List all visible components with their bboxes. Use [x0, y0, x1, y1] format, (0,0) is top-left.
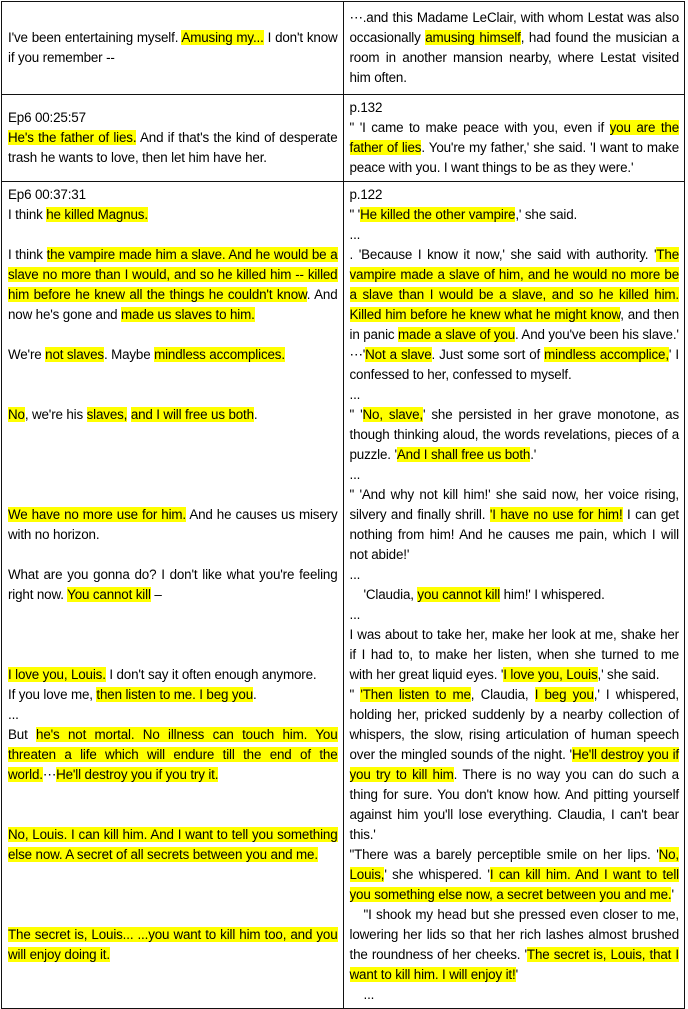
highlighted-text: you cannot kill	[417, 587, 501, 602]
highlighted-text: We have no more use for him.	[8, 507, 186, 522]
paragraph	[350, 465, 680, 485]
plain-text: " 'I came to make peace with you, even if	[349, 120, 610, 135]
highlighted-text: He's the father of lies.	[8, 130, 137, 145]
plain-text: . There is no way you can do such a thing for sure. You don't know how. And pitting yourself against him you'll lose everything. Claudia, I can't bear this.'	[349, 767, 679, 842]
highlighted-text: He'll destroy you if you try it.	[56, 767, 219, 782]
transcript-cell	[2, 95, 344, 182]
paragraph	[8, 345, 338, 365]
paragraph	[350, 185, 680, 205]
paragraph	[8, 505, 338, 545]
highlighted-text: Killed him before he knew what he might know	[349, 307, 621, 322]
paragraph	[8, 725, 338, 785]
highlighted-text: No, Louis,	[349, 847, 679, 882]
plain-text: ,' she said.	[515, 207, 578, 222]
highlighted-text: No	[8, 407, 25, 422]
paragraph	[8, 28, 338, 68]
book-text-cell	[343, 95, 685, 182]
plain-text: , and then in panic	[349, 307, 679, 342]
highlighted-text: mindless accomplice,	[544, 347, 669, 362]
paragraph	[350, 8, 680, 88]
highlighted-text: mindless accomplices.	[154, 347, 285, 362]
table-row	[2, 95, 685, 182]
paragraph	[8, 825, 338, 865]
plain-text: I think	[8, 207, 47, 222]
blank-line	[8, 605, 338, 625]
highlighted-text: made us slaves to him.	[121, 307, 255, 322]
blank-line	[8, 385, 338, 405]
paragraph	[8, 185, 338, 205]
highlighted-text: not slaves	[45, 347, 104, 362]
plain-text: If you love me,	[8, 687, 97, 702]
plain-text: him!' I whispered.	[500, 587, 605, 602]
paragraph	[350, 625, 680, 685]
paragraph	[350, 345, 680, 385]
plain-text: ,' she said.	[597, 667, 660, 682]
blank-line	[8, 425, 338, 445]
plain-text: '	[671, 887, 674, 902]
plain-text: I've been entertaining myself.	[8, 30, 182, 45]
blank-line	[8, 885, 338, 905]
plain-text: ...	[363, 987, 375, 1002]
plain-text: .	[253, 407, 258, 422]
highlighted-text: he killed Magnus.	[46, 207, 148, 222]
blank-line	[8, 645, 338, 665]
plain-text: . And now he's gone and	[8, 287, 338, 322]
paragraph	[8, 405, 338, 425]
blank-line	[8, 625, 338, 645]
highlighted-text: You cannot kill	[67, 587, 151, 602]
book-text-cell	[343, 182, 685, 1009]
transcript-cell	[2, 2, 344, 95]
plain-text: , had found the musician a room in another mansion nearby, where Lestat visited him often.	[349, 30, 679, 85]
plain-text: ...	[349, 467, 361, 482]
paragraph	[350, 985, 680, 1005]
paragraph	[350, 485, 680, 565]
paragraph	[350, 205, 680, 225]
highlighted-text: 'Then listen to me	[360, 687, 471, 702]
plain-text: 'Claudia,	[363, 587, 418, 602]
plain-text: .	[253, 687, 257, 702]
plain-text: Ep6 00:37:31	[8, 187, 86, 202]
paragraph	[8, 685, 338, 705]
comparison-table-body	[2, 2, 685, 1009]
plain-text: ...	[349, 227, 361, 242]
plain-text: .'	[530, 447, 537, 462]
plain-text: , Claudia,	[470, 687, 535, 702]
highlighted-text: He killed the other vampire	[360, 207, 516, 222]
highlighted-text: No, slave,	[362, 407, 423, 422]
plain-text: ...	[349, 387, 361, 402]
paragraph	[8, 705, 338, 725]
plain-text: ' she persisted in her grave monotone, as though thinking aloud, the words revelations, pieces of a puzzle. '	[349, 407, 679, 462]
plain-text: I was about to take her, make her look at me, shake her if I had to, to make her listen, when she turned to me with her great liquid eyes. '	[349, 627, 679, 682]
highlighted-text: made a slave of you	[398, 327, 516, 342]
blank-line	[8, 445, 338, 465]
paragraph	[350, 605, 680, 625]
plain-text: I don't know if you remember --	[8, 30, 338, 65]
book-text-cell	[343, 2, 685, 95]
highlighted-text: amusing himself	[425, 30, 521, 45]
paragraph	[8, 565, 338, 605]
paragraph	[350, 98, 680, 118]
paragraph	[350, 905, 680, 985]
paragraph	[8, 665, 338, 685]
blank-line	[8, 365, 338, 385]
plain-text: But	[8, 727, 37, 742]
plain-text: ' I confessed to her, confessed to myself.	[349, 347, 679, 382]
highlighted-text: No, Louis. I can kill him. And I want to tell you something else now. A secret of all secrets between you and me.	[8, 827, 338, 862]
plain-text: And if that's the kind of desperate trash he wants to love, then let him have her.	[8, 130, 338, 165]
document-page	[1, 1, 685, 1002]
plain-text: , we're his	[24, 407, 87, 422]
plain-text: ...	[8, 707, 19, 722]
paragraph	[350, 225, 680, 245]
comparison-table	[1, 1, 685, 1009]
plain-text: . 'Because I know it now,' she said with authority. '	[349, 247, 657, 262]
highlighted-text: the vampire made him a slave. And he would be a slave no more than I would, and so he killed him -- killed him before he knew all the things he couldn't know	[8, 247, 338, 302]
plain-text: '	[515, 967, 518, 982]
plain-text: ⋯	[42, 767, 57, 782]
plain-text: " 'And why not kill him!' she said now, her voice rising, silvery and finally shrill.	[349, 487, 679, 522]
plain-text: And he causes us misery with no horizon.	[8, 507, 338, 542]
highlighted-text: then listen to me. I beg you	[96, 687, 253, 702]
plain-text: ...	[349, 567, 361, 582]
blank-line	[8, 905, 338, 925]
paragraph	[350, 118, 680, 178]
highlighted-text: Not a slave	[365, 347, 432, 362]
paragraph	[8, 108, 338, 128]
plain-text: ⋯'	[349, 347, 366, 362]
plain-text: I don't say it often enough anymore.	[105, 667, 317, 682]
paragraph	[350, 685, 680, 845]
paragraph	[350, 565, 680, 585]
highlighted-text: slaves,	[86, 407, 128, 422]
plain-text: –	[150, 587, 162, 602]
plain-text: "I shook my head but she pressed even closer to me, lowering her lids so that her rich lashes almost brushed the roundness of her cheeks. '	[349, 907, 679, 962]
plain-text: p.132	[349, 100, 383, 115]
plain-text: . Just some sort of	[431, 347, 545, 362]
plain-text: . Maybe	[103, 347, 155, 362]
blank-line	[8, 805, 338, 825]
blank-line	[8, 325, 338, 345]
plain-text: I think	[8, 247, 47, 262]
blank-line	[8, 545, 338, 565]
paragraph	[350, 385, 680, 405]
paragraph	[8, 128, 338, 168]
paragraph	[350, 845, 680, 905]
highlighted-text: The vampire made a slave of him, and he would no more be a slave than I would be a slave, and so he killed him.	[349, 247, 679, 302]
highlighted-text: you are the father of lies	[349, 120, 679, 155]
plain-text: What are you gonna do? I don't like what you're feeling right now.	[8, 567, 338, 602]
highlighted-text: And I shall free us both	[396, 447, 531, 462]
plain-text: p.122	[349, 187, 383, 202]
highlighted-text: He'll destroy you if you try to kill him	[349, 747, 679, 782]
highlighted-text: I love you, Louis.	[8, 667, 106, 682]
paragraph	[8, 205, 338, 225]
blank-line	[8, 785, 338, 805]
table-row	[2, 2, 685, 95]
plain-text: Ep6 00:25:57	[8, 110, 86, 125]
highlighted-text: he's not mortal. No illness can touch him. You threaten a life which will endure till the end of the world.	[8, 727, 338, 782]
plain-text: " '	[349, 407, 363, 422]
blank-line	[8, 865, 338, 885]
plain-text: ,' I whispered, holding her, pricked suddenly by a nearby collection of whispers, the slow, rising articulation of human speech over the mingled sounds of the night. '	[349, 687, 679, 762]
paragraph	[8, 245, 338, 325]
blank-line	[8, 465, 338, 485]
paragraph	[8, 925, 338, 965]
paragraph	[350, 405, 680, 465]
paragraph	[350, 585, 680, 605]
plain-text: ' she whispered. '	[384, 867, 490, 882]
plain-text: ...	[349, 607, 361, 622]
plain-text: "	[349, 687, 361, 702]
plain-text: We're	[8, 347, 46, 362]
paragraph	[350, 245, 680, 345]
plain-text: . And you've been his slave.'	[515, 327, 679, 342]
blank-line	[8, 225, 338, 245]
highlighted-text: and I will free us both	[130, 407, 254, 422]
highlighted-text: Amusing my...	[181, 30, 264, 45]
highlighted-text: I beg you	[534, 687, 594, 702]
plain-text: I can get nothing from him! And he causes me pain, which I will not abide!'	[349, 507, 679, 562]
highlighted-text: The secret is, Louis... ...you want to kill him too, and you will enjoy doing it.	[8, 927, 338, 962]
highlighted-text: 'I have no use for him!	[489, 507, 623, 522]
blank-line	[8, 485, 338, 505]
transcript-cell	[2, 182, 344, 1009]
plain-text: ⋯.and this Madame LeClair, with whom Lestat was also occasionally	[349, 10, 679, 45]
highlighted-text: I can kill him. And I want to tell you something else now, a secret between you and me.	[349, 867, 679, 902]
plain-text: "There was a barely perceptible smile on her lips. '	[349, 847, 659, 862]
plain-text: . You're my father,' she said. 'I want to make peace with you. I want things to be as they were.'	[349, 140, 679, 175]
table-row	[2, 182, 685, 1009]
highlighted-text: The secret is, Louis, that I want to kill him. I will enjoy it!	[349, 947, 679, 982]
plain-text: " '	[349, 207, 361, 222]
highlighted-text: I love you, Louis	[503, 667, 598, 682]
